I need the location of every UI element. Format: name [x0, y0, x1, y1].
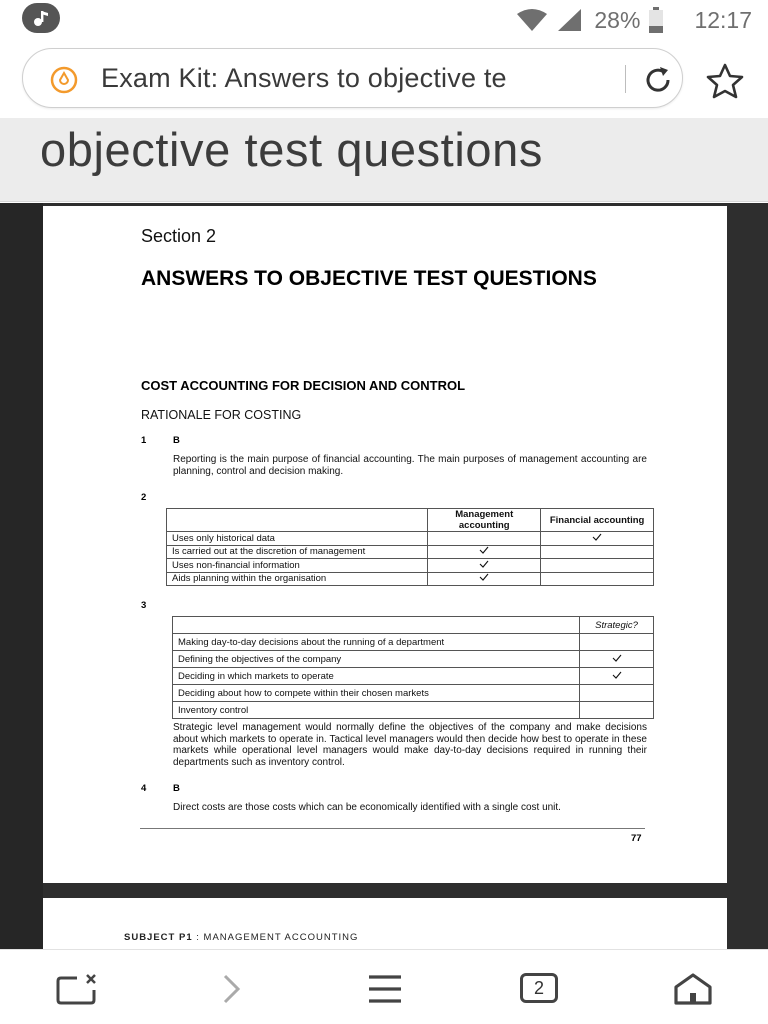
reload-icon[interactable]	[641, 63, 675, 102]
table-row	[167, 532, 654, 546]
table-row	[173, 668, 654, 685]
table-cell: Deciding in which markets to operate	[173, 668, 580, 685]
table-cell	[541, 572, 654, 586]
table-cell	[428, 532, 541, 546]
clock: 12:17	[694, 6, 752, 33]
status-indicators	[516, 4, 752, 36]
table-cell	[428, 559, 541, 573]
table-row	[167, 559, 654, 573]
music-note-icon	[22, 3, 60, 33]
url-divider	[625, 65, 626, 93]
running-head-subject: SUBJECT P1	[124, 932, 193, 943]
table-cell	[580, 685, 654, 702]
question-number: 1	[141, 435, 147, 446]
running-head-separator: :	[196, 932, 200, 943]
table-cell: Making day-to-day decisions about the running of a department	[173, 634, 580, 651]
wifi-icon	[516, 8, 548, 32]
bookmark-star-icon[interactable]	[704, 62, 746, 105]
table-cell	[541, 532, 654, 546]
document-page	[43, 206, 727, 883]
browser-toolbar	[0, 40, 768, 118]
table-header-row	[167, 509, 654, 532]
table-row	[173, 651, 654, 668]
document-heading: ANSWERS TO OBJECTIVE TEST QUESTIONS	[141, 267, 597, 290]
question-answer: B	[173, 435, 180, 446]
answer-explanation: Strategic level management would normally define the objectives of the company and make decisions about which markets to operate in. Tactical level managers would then decide how best to operate in these markets while operational level managers would make day-to-day decisions required in running their departments such as inventory control.	[173, 722, 647, 768]
document-subheading: COST ACCOUNTING FOR DECISION AND CONTROL	[141, 378, 466, 393]
bottom-navigation	[0, 949, 768, 1024]
table-header-cell: Strategic?	[580, 617, 654, 634]
document-title-bar	[0, 118, 768, 202]
table-header-cell: Financial accounting	[541, 509, 654, 532]
topic-heading: RATIONALE FOR COSTING	[141, 408, 302, 422]
table-header-row	[173, 617, 654, 634]
checkmark-icon	[479, 546, 489, 554]
running-head-title: MANAGEMENT ACCOUNTING	[203, 932, 359, 943]
checkmark-icon	[612, 654, 622, 662]
table-header-cell: Management accounting	[428, 509, 541, 532]
cellular-signal-icon	[556, 8, 582, 32]
next-document-page	[43, 898, 727, 949]
question-answer: B	[173, 783, 180, 794]
table-row	[173, 634, 654, 651]
table-cell: Uses non-financial information	[167, 559, 428, 573]
table-cell	[428, 572, 541, 586]
table-row	[167, 545, 654, 559]
url-bar[interactable]	[22, 48, 683, 108]
table-header-cell	[173, 617, 580, 634]
table-cell: Inventory control	[173, 702, 580, 719]
battery-icon	[648, 7, 664, 33]
document-viewer[interactable]	[0, 203, 768, 949]
forward-icon[interactable]	[218, 972, 246, 1011]
table-cell	[428, 545, 541, 559]
viewer-gutter	[0, 203, 43, 949]
comparison-table	[166, 508, 654, 586]
table-cell: Deciding about how to compete within their chosen markets	[173, 685, 580, 702]
tabs-icon[interactable]	[520, 973, 558, 1003]
section-label: Section 2	[141, 226, 217, 246]
question-number: 4	[141, 783, 147, 794]
question-number: 3	[141, 600, 147, 611]
home-icon[interactable]	[672, 972, 714, 1011]
table-cell: Is carried out at the discretion of management	[167, 545, 428, 559]
close-tab-icon[interactable]	[55, 972, 101, 1011]
table-row	[173, 685, 654, 702]
table-cell: Defining the objectives of the company	[173, 651, 580, 668]
page-title: objective test questions	[40, 123, 543, 176]
answer-explanation: Direct costs are those costs which can be economically identified with a single cost unit.	[173, 802, 561, 813]
answer-explanation: Reporting is the main purpose of financial accounting. The main purposes of management accounting are planning, control and decision making.	[173, 454, 647, 477]
table-cell	[580, 668, 654, 685]
table-cell	[541, 559, 654, 573]
table-header-cell	[167, 509, 428, 532]
running-head	[124, 932, 358, 943]
table-row	[173, 702, 654, 719]
question-number: 2	[141, 492, 147, 503]
table-cell: Uses only historical data	[167, 532, 428, 546]
status-bar	[0, 0, 768, 40]
checkmark-icon	[592, 533, 602, 541]
strategic-table	[172, 616, 654, 719]
checkmark-icon	[479, 573, 489, 581]
table-cell	[580, 651, 654, 668]
checkmark-icon	[479, 560, 489, 568]
url-text[interactable]: Exam Kit: Answers to objective te	[101, 63, 507, 93]
table-row	[167, 572, 654, 586]
table-cell: Aids planning within the organisation	[167, 572, 428, 586]
tab-count: 2	[533, 978, 544, 998]
footer-rule	[140, 828, 645, 829]
battery-percent: 28%	[594, 6, 641, 33]
site-security-icon[interactable]	[49, 65, 79, 100]
table-cell	[580, 702, 654, 719]
table-cell	[541, 545, 654, 559]
menu-icon[interactable]	[366, 972, 404, 1011]
page-number: 77	[631, 833, 642, 844]
table-cell	[580, 634, 654, 651]
checkmark-icon	[612, 671, 622, 679]
